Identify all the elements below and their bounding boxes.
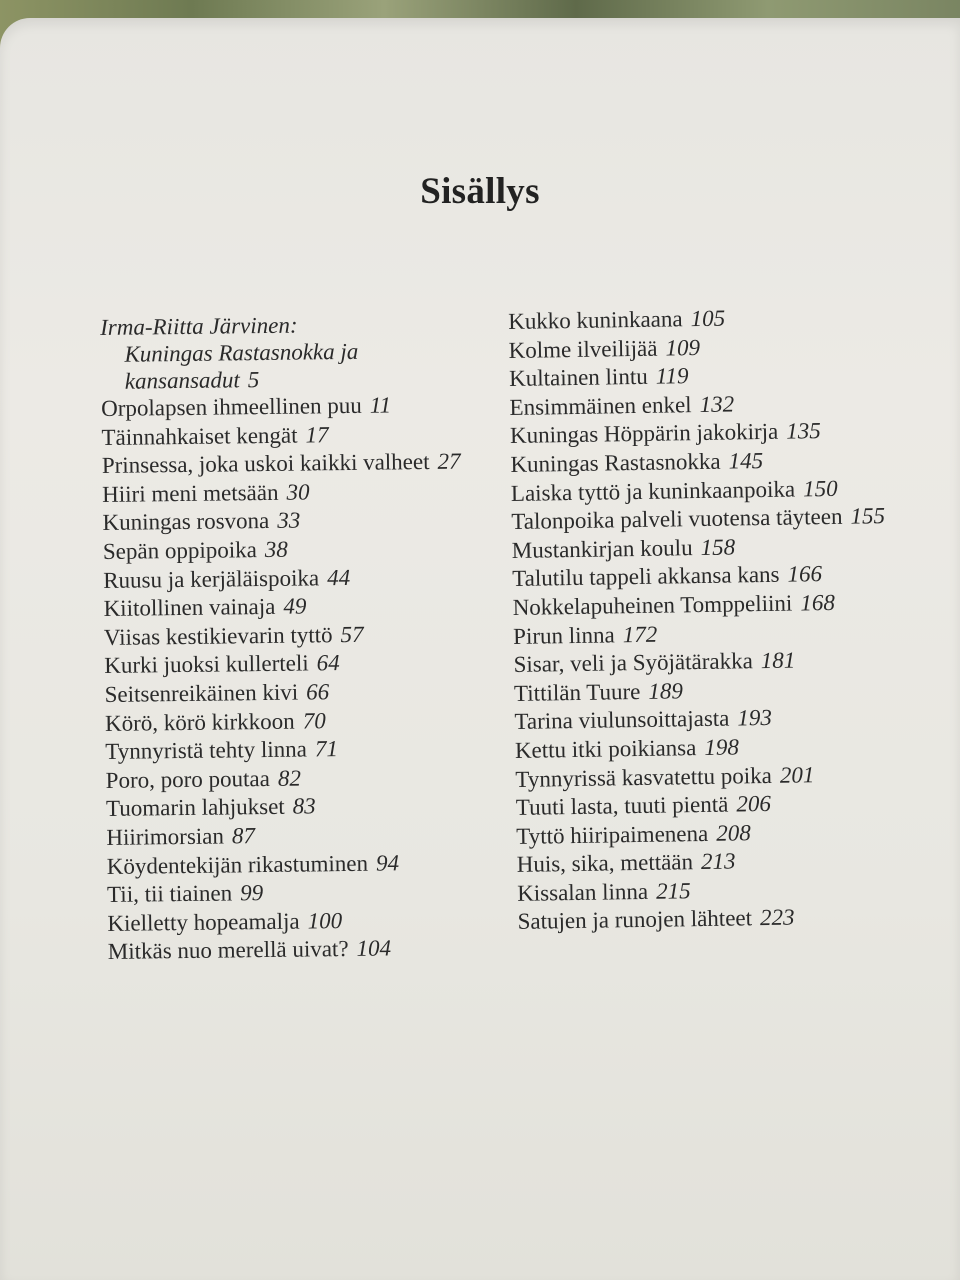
entry-title: Mitkäs nuo merellä uivat?	[107, 936, 349, 965]
essay-title: Kuningas Rastasnokka ja kansansadut	[124, 338, 359, 394]
entry-title: Kielletty hopeamalja	[107, 908, 300, 936]
toc-entry	[106, 819, 486, 852]
page-number: 57	[340, 621, 364, 647]
entry-title: Mustankirjan koulu	[511, 534, 693, 563]
page-number: 30	[286, 479, 310, 505]
entry-title: Täinnahkaiset kengät	[101, 422, 298, 450]
entry-title: Tuomarin lahjukset	[105, 794, 285, 822]
page-number: 155	[850, 503, 886, 529]
page-number: 83	[292, 793, 316, 819]
page-number: 70	[302, 707, 326, 734]
page-number: 49	[283, 593, 307, 619]
entry-title: Kurki juoksi kullerteli	[104, 650, 309, 679]
toc-entry	[102, 476, 482, 509]
page-number: 132	[699, 391, 735, 417]
entry-title: Hiirimorsian	[106, 823, 225, 850]
page-number: 100	[307, 907, 343, 934]
entry-title: Köydentekijän rikastuminen	[106, 850, 369, 879]
toc-entry	[103, 590, 483, 623]
entry-title: Talutilu tappeli akkansa kans	[512, 562, 780, 592]
entry-title: Tii, tii tiainen	[106, 880, 233, 908]
page-number: 104	[356, 935, 392, 962]
entry-title: Sepän oppipoika	[102, 537, 257, 564]
page-number: 193	[737, 705, 773, 731]
page-number: 223	[759, 905, 795, 931]
page-number: 206	[736, 791, 772, 817]
toc-entry	[103, 533, 483, 566]
author-name: Irma-Riitta Järvinen:	[100, 312, 298, 340]
page-number: 27	[437, 448, 461, 475]
entry-title: Kolme ilveilijää	[508, 335, 658, 363]
entry-title: Kuningas Rastasnokka	[510, 448, 721, 477]
page-number: 33	[277, 507, 301, 534]
page-number: 158	[700, 534, 736, 560]
page-number: 11	[369, 392, 392, 418]
page-number: 105	[690, 305, 726, 332]
page-number: 168	[800, 589, 836, 616]
page-number: 66	[306, 679, 330, 705]
essay-title-line	[100, 336, 481, 395]
page-number: 64	[316, 650, 340, 676]
entry-title: Orpolapsen ihmeellinen puu	[101, 392, 362, 421]
page-number: 172	[622, 621, 658, 647]
toc-entry	[102, 448, 482, 481]
toc-entry	[106, 791, 486, 824]
entry-title: Tuuti lasta, tuuti pientä	[515, 791, 729, 821]
entry-title: Kuningas rosvona	[102, 508, 270, 536]
page-number: 213	[700, 848, 736, 875]
toc-entry-introduction	[100, 309, 481, 395]
toc-entry	[102, 505, 482, 538]
entry-title: Laiska tyttö ja kuninkaanpoika	[510, 476, 796, 506]
entry-title: Satujen ja runojen lähteet	[517, 905, 753, 935]
page-number: 150	[802, 475, 838, 501]
entry-title: Sisar, veli ja Syöjätärakka	[513, 648, 754, 678]
entry-title: Pirun linna	[512, 621, 615, 649]
page-number: 166	[787, 561, 823, 587]
toc-entry	[101, 390, 481, 423]
toc-entry	[108, 934, 488, 967]
page-number: 189	[648, 678, 684, 704]
toc-entry	[107, 905, 487, 938]
toc-entry	[106, 762, 486, 795]
toc-entry	[104, 676, 484, 709]
page-number: 119	[655, 363, 689, 389]
entry-title: Kiitollinen vainaja	[103, 594, 276, 622]
entry-title: Seitsenreikäinen kivi	[104, 679, 299, 707]
page-number: 82	[277, 765, 302, 791]
entry-title: Tittilän Tuure	[513, 678, 641, 706]
page-number: 215	[655, 878, 691, 904]
entry-title: Talonpoika palveli vuotensa täyteen	[511, 503, 843, 535]
toc-entry	[107, 848, 487, 881]
entry-title: Tarina viulunsoittajasta	[514, 705, 730, 735]
entry-title: Tyttö hiiripaimenena	[516, 820, 709, 849]
page-number: 145	[728, 447, 764, 474]
entry-title: Viisas kestikievarin tyttö	[103, 621, 333, 650]
page-number: 99	[239, 880, 264, 906]
book-page	[0, 18, 960, 1280]
toc-entry	[107, 876, 487, 909]
page-number: 135	[786, 418, 821, 445]
entry-title: Ensimmäinen enkel	[509, 391, 692, 420]
entry-title: Nokkelapuheinen Tomppeliini	[512, 590, 793, 620]
page-number: 198	[704, 734, 740, 760]
page-number: 5	[247, 367, 260, 393]
page-title: Sisällys	[420, 171, 540, 212]
page-number: 71	[314, 736, 339, 762]
page-number: 44	[326, 564, 351, 590]
toc-left-column	[100, 309, 488, 966]
page-number: 38	[264, 536, 288, 562]
page-number: 109	[665, 334, 701, 361]
page-number: 208	[715, 819, 751, 846]
toc-entry	[101, 419, 481, 452]
toc-entry	[517, 902, 937, 937]
entry-title: Kuningas Höppärin jakokirja	[509, 419, 779, 449]
toc-entry	[104, 648, 484, 681]
toc-entry	[104, 619, 484, 652]
entry-title: Tynnyrissä kasvatettu poika	[515, 762, 773, 792]
entry-title: Ruusu ja kerjäläispoika	[103, 564, 320, 593]
entry-title: Kukko kuninkaana	[508, 306, 683, 334]
entry-title: Hiiri meni metsään	[102, 479, 279, 507]
entry-title: Kissalan linna	[516, 878, 649, 906]
page-number: 87	[231, 823, 256, 849]
entry-title: Prinsessa, joka uskoi kaikki valheet	[101, 449, 430, 479]
entry-title: Körö, körö kirkkoon	[104, 708, 295, 736]
page-number: 201	[779, 761, 815, 788]
entry-title: Tynnyristä tehty linna	[105, 736, 308, 765]
entry-title: Kettu itki poikiansa	[514, 735, 697, 763]
entry-title: Kultainen lintu	[508, 364, 648, 392]
entry-title: Huis, sika, mettään	[516, 849, 694, 878]
toc-entry	[105, 733, 485, 766]
toc-entry	[103, 562, 483, 595]
entry-title: Poro, poro poutaa	[105, 765, 271, 793]
toc-right-column	[508, 301, 938, 937]
page-number: 17	[305, 421, 329, 448]
toc-entry	[105, 705, 485, 738]
page-number: 94	[375, 849, 400, 876]
page-number: 181	[760, 647, 796, 674]
